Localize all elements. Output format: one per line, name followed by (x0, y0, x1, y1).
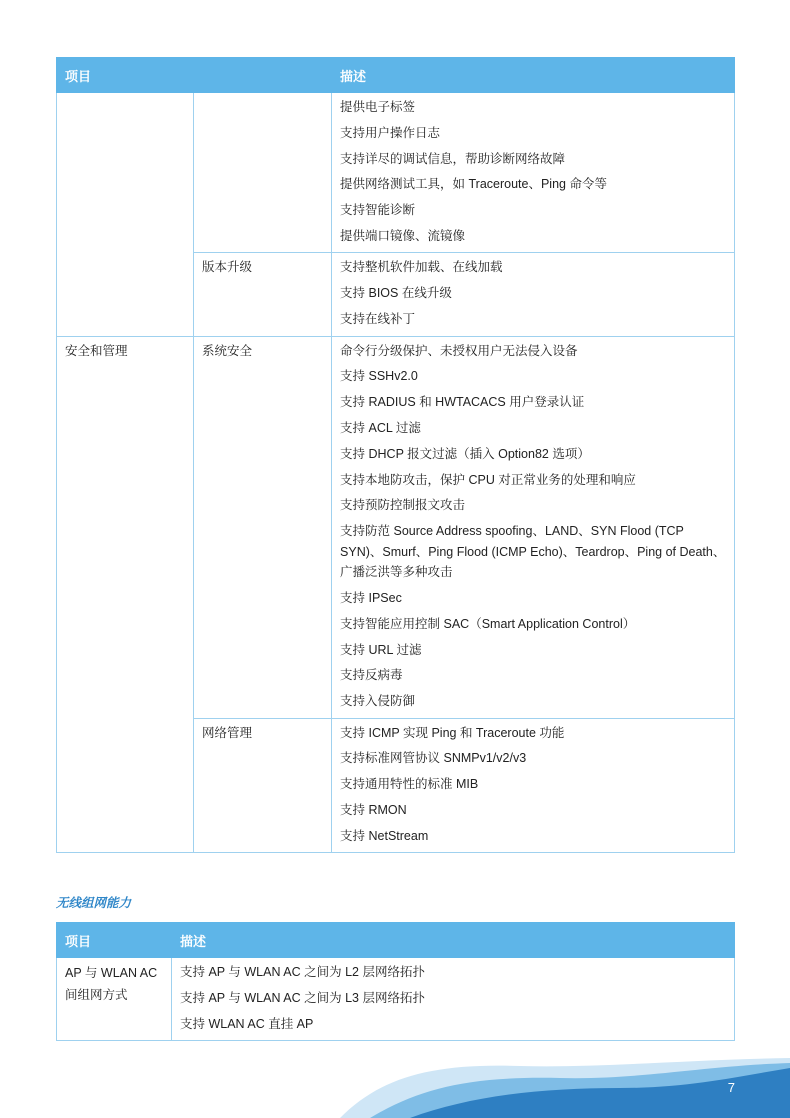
description-line: 命令行分级保护、未授权用户无法侵入设备 (340, 343, 578, 358)
description-line: 支持 RMON (340, 803, 407, 818)
description-line: 支持 IPSec (340, 590, 402, 605)
description-line: 支持通用特性的标准 MIB (340, 777, 479, 792)
description-line: 支持 RADIUS 和 HWTACACS 用户登录认证 (340, 395, 585, 410)
description-line: 支持防范 Source Address spoofing、LAND、SYN Flood (TCP SYN)、Smurf、Ping Flood (ICMP Echo)、Teardrop、Ping of Death、广播泛洪等多种攻击 (340, 524, 726, 580)
description-line: 支持整机软件加载、在线加载 (340, 260, 503, 275)
item-cell (57, 336, 194, 853)
description-line: 支持智能应用控制 SAC（Smart Application Control） (340, 616, 636, 631)
table-row (57, 336, 735, 718)
item-cell (57, 958, 172, 1041)
subitem-label: 网络管理 (202, 725, 253, 740)
item-cell-empty (57, 93, 194, 337)
description-cell (332, 336, 735, 718)
footer-wave-decoration (0, 1058, 790, 1118)
description-line: 支持 URL 过滤 (340, 642, 422, 657)
section-title: 无线组网能力 (56, 896, 132, 910)
description-line: 支持 ICMP 实现 Ping 和 Traceroute 功能 (340, 725, 565, 740)
table-header-row (57, 58, 735, 93)
description-line: 支持详尽的调试信息，帮助诊断网络故障 (340, 151, 566, 166)
description-line: 支持 NetStream (340, 828, 429, 843)
header-description: 描述 (172, 923, 735, 958)
description-line: 支持 AP 与 WLAN AC 之间为 L2 层网络拓扑 (180, 965, 425, 979)
description-cell (332, 93, 735, 253)
item-label: AP 与 WLAN AC 间组网方式 (65, 966, 158, 1002)
description-line: 支持本地防攻击，保护 CPU 对正常业务的处理和响应 (340, 472, 636, 487)
header-item: 项目 (57, 923, 172, 958)
wireless-table (56, 922, 735, 1041)
description-line: 支持预防控制报文攻击 (340, 498, 466, 513)
subitem-cell (194, 718, 332, 853)
description-line: 支持 BIOS 在线升级 (340, 286, 452, 301)
table-row (57, 958, 735, 1041)
subitem-cell (194, 336, 332, 718)
description-line: 支持 DHCP 报文过滤（插入 Option82 选项） (340, 446, 590, 461)
description-line: 支持 AP 与 WLAN AC 之间为 L3 层网络拓扑 (180, 990, 425, 1005)
description-line: 支持在线补丁 (340, 312, 416, 327)
description-line: 提供端口镜像、流镜像 (340, 228, 466, 243)
description-line: 支持 WLAN AC 直挂 AP (180, 1016, 314, 1031)
subitem-label: 版本升级 (202, 260, 253, 275)
description-line: 支持 ACL 过滤 (340, 420, 421, 435)
description-line: 支持入侵防御 (340, 694, 416, 709)
table-row (57, 93, 735, 253)
description-cell (172, 958, 735, 1041)
description-line: 支持用户操作日志 (340, 125, 441, 140)
header-item: 项目 (57, 58, 332, 93)
subitem-label: 系统安全 (202, 343, 253, 358)
subitem-cell-empty (194, 93, 332, 253)
description-line: 支持标准网管协议 SNMPv1/v2/v3 (340, 751, 527, 766)
description-line: 提供网络测试工具，如 Traceroute、Ping 命令等 (340, 177, 607, 192)
table-header-row (57, 923, 735, 958)
page-number: 7 (727, 1080, 735, 1095)
subitem-cell (194, 253, 332, 336)
header-description: 描述 (332, 58, 735, 93)
description-line: 支持 SSHv2.0 (340, 369, 418, 384)
feature-table (56, 57, 735, 853)
description-cell (332, 253, 735, 336)
description-cell (332, 718, 735, 853)
description-line: 提供电子标签 (340, 100, 416, 114)
description-line: 支持反病毒 (340, 668, 403, 683)
description-line: 支持智能诊断 (340, 203, 416, 218)
item-label: 安全和管理 (65, 343, 128, 358)
